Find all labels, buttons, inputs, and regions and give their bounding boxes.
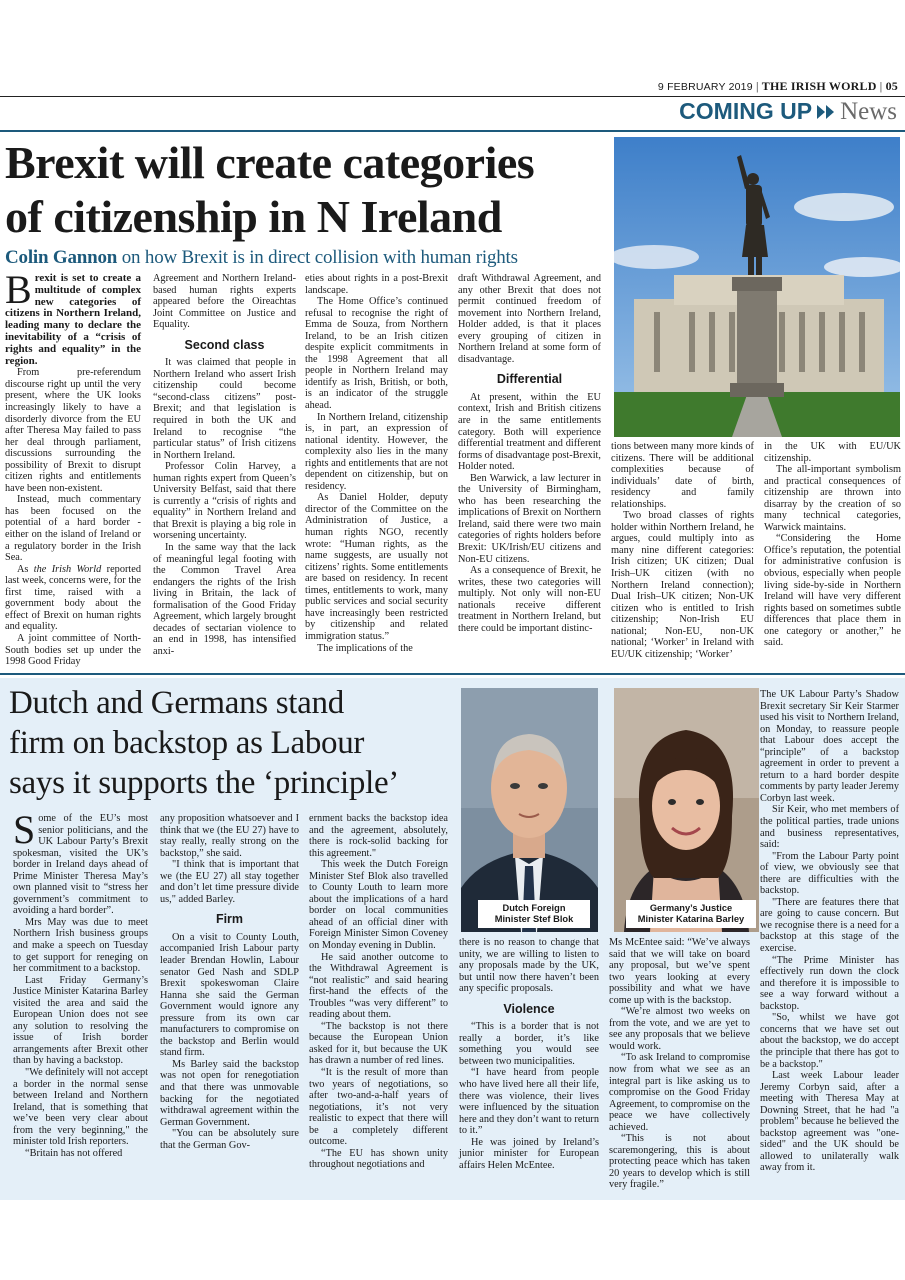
paragraph: “It is the result of more than two years of negotiations, so after two-and-a-half years of negotiations, it’s not very realistic to expect that there will be a completely different outcome. (309, 1067, 448, 1148)
paragraph: in the UK with EU/UK citizenship. (764, 441, 901, 464)
paragraph: draft Withdrawal Agreement, and any other Brexit that does not permit continued freedom of movement into Northern Ireland, Holder added, is that it places every grouping of citizen in Northern Ireland at some form of disadvantage. (458, 273, 601, 365)
article2-col-1 (13, 807, 148, 1159)
text: ome of the EU’s most senior politicians, and the UK Labour Party’s Brexit spokesman, visited the UK’s border in Ireland days ahead of Prime Minister Theresa May’s own planned visit to “stress her government’s commitment to avoiding a hard border”. (13, 813, 148, 917)
paragraph: Two broad classes of rights holder within Northern Ireland, he argues, could multiply into as many nine different categories: Irish citizen; UK citizen; Dual Irish–UK citizen (with no Northern Ireland connection); Dual Irish–UK citizen; Non-UK citizen who is entitled to Irish citizenship; Non-Irish EU national; Non-EU, non-UK national; ‘Worker’ in Ireland with EU/UK citizenship; ‘Worker’ (611, 510, 754, 660)
paragraph: Ms McEntee said: “We’ve always said that we will take on board any proposal, but we’ve spent two years looking at every possibility and what we have come up with is the backstop. (609, 937, 750, 1006)
paragraph (5, 564, 141, 633)
paragraph: The implications of the (317, 642, 413, 654)
paragraph: "I think that is important that we (the EU 27) all stay together and don’t let time pressure divide us," added Barley. (160, 859, 299, 905)
paragraph: any proposition whatsoever and I think that we (the EU 27) have to stay really, really strong on the backstop,” she said. (160, 813, 299, 859)
paragraph: “This is not about scaremongering, this is about protecting peace which has taken 20 years to develop which is still very fragile.” (609, 1133, 750, 1191)
paragraph: “This is a border that is not really a border, it’s like something you would see between two municipalities. (459, 1021, 599, 1067)
paragraph: "There are features there that are going to cause concern. But we recognise there is a need for a backstop at this stage of the exercise. (760, 896, 899, 955)
headline-line: firm on backstop as Labour (9, 725, 365, 761)
paragraph: A joint committee of North-South bodies set up under the 1998 Good Friday (5, 632, 141, 668)
paragraph: Sir Keir, who met members of the political parties, trade unions and business representatives, said: (760, 804, 899, 851)
article1-col-3 (305, 273, 448, 654)
subhead-second-class: Second class (184, 337, 265, 352)
section-coming-up: COMING UP (679, 98, 813, 124)
katarina-barley-photo (614, 688, 759, 932)
paragraph: tions between many more kinds of citizens. There will be additional complexities because of individuals’ date of birth, residency and family relationships. (611, 441, 754, 510)
section-label (679, 98, 897, 128)
paragraph: He said another outcome to the Withdrawal Agreement is “not realistic” and said hearing first-hand the effects of the Troubles “was very different” to reading about them. (309, 951, 448, 1021)
paragraph: Ben Warwick, a law lecturer in the University of Birmingham, who has been researching the implications of Brexit on Northern Ireland, said there were two main categories of rights holders before Brexit: UK/Irish/EU citizens and Non-EU citizens. (458, 472, 601, 565)
masthead (658, 79, 898, 94)
paragraph: "So, whilst we have got concerns that we have set out about the backstop, we do accept the principle that there has got to be a backstop." (760, 1012, 899, 1070)
paragraph: This week the Dutch Foreign Minister Stef Blok also travelled to County Louth to learn more about the implications of a hard border on local communities ahead of an official diner with Foreign Minister Simon Coveney on Monday evening in Dublin. (309, 859, 448, 952)
paragraph: "You can be absolutely sure that the German Gov- (160, 1128, 299, 1151)
paragraph: In Northern Ireland, citizenship is, in part, an expression of national identity. However, the complexity also lies in the many rights and entitlements that are not dependent on citizenship, but on residency. (305, 411, 448, 492)
paragraph: "We definitely will not accept a border in the normal sense between Ireland and Northern Ireland, that is something that we’ve been very clear about from the very beginning," the minister told Irish reporters. (13, 1067, 148, 1148)
caption-katarina-barley: Germany’s Justice Minister Katarina Barley (626, 900, 756, 928)
paragraph: “The EU has shown unity throughout negotiations and (309, 1147, 448, 1171)
drop-cap: S (13, 807, 36, 852)
article1-col-4 (458, 273, 601, 634)
subhead-differential: Differential (496, 372, 563, 387)
paragraph: It was claimed that people in Northern Ireland who assert Irish citizenship could become “second-class citizens” post-Brexit; and that legislation is required in both the UK and Ireland to recognise “the particular status” of Irish citizens in Northern Ireland. (153, 357, 296, 461)
text: As (17, 563, 34, 575)
drop-cap: B (5, 267, 32, 312)
headline-line: says it supports the ‘principle’ (9, 765, 399, 801)
paragraph: As Daniel Holder, deputy director of the Committee on the Administration of Justice, a human rights NGO, recently wrote: “Human rights, as the name suggests, are usually not citizens’ rights. Some entitlements are based on residency. In recent times, entitlements to work, many public services and social security have increasingly been restricted by citizenship and related immigration status.” (305, 492, 448, 642)
paragraph: Agreement and Northern Ireland-based human rights experts appeared before the Oireachtas Joint Committee on Justice and Equality. (153, 273, 296, 331)
subhead-firm: Firm (215, 912, 244, 927)
article-divider (0, 673, 905, 675)
paragraph: From pre-referendum discourse right up until the very present, where the UK looks increasingly likely to have a disorderly divorce from the EU after Theresa May failed to pass her deal through parliament, discussions surrounding the possibility of Brexit to disrupt citizen rights and entitlements have been non-existent. (5, 367, 141, 494)
paragraph: Mrs May was due to meet Northern Irish business groups and make a speech on Tuesday to get support for reneging on her commitment to a backstop. (13, 916, 148, 975)
section-news: News (840, 98, 897, 125)
lead-text: rexit is set to create a multitude of complex new categories of citizens in Northern Ireland, leading many to declare the inevitability of a “crisis of rights and equality” in the region. (5, 272, 141, 367)
paragraph (13, 807, 148, 917)
paragraph: “To ask Ireland to compromise now from what we see as an integral part is like asking us to compromise on the Good Friday Agreement, to compromise on the peace we have collectively achieved. (609, 1052, 750, 1133)
publication-italic: the Irish World (33, 563, 102, 575)
article2-col-2 (160, 813, 299, 1151)
paragraph: As a consequence of Brexit, he writes, these two categories will multiply. Not only will non-EU nationals receive different treatment in Northern Ireland, but there could be important distinc- (458, 565, 601, 634)
paragraph: there is no reason to change that unity, we are willing to listen to any proposals made by the UK, but until now there haven’t been any specific proposals. (459, 937, 599, 995)
paragraph: “I have heard from people who have lived here all their life, there was violence, their lives were influenced by the situation here and they don’t want to return to it.” (459, 1067, 599, 1137)
paragraph: The Home Office’s continued refusal to recognise the right of Emma de Souza, from Northern Ireland, to be an Irish citizen despite explicit commitments in the 1998 Agreement that all people in Northern Ireland may identify as Irish, British, or both, is an indicator of the struggle ahead. (305, 296, 448, 412)
paragraph: Professor Colin Harvey, a human rights expert from Queen’s University Belfast, said that there is currently a “crisis of rights and equality” in Northern Ireland and that Brexit is playing a big role in worsening uncertainty. (153, 461, 296, 542)
paragraph: At present, within the EU context, Irish and British citizens are in the same entitlements category. Both will experience differential treatment and different forms of disadvantage post-Brexit, Holder noted. (458, 391, 601, 473)
paragraph: “The Prime Minister has effectively run down the clock and therefore it is impossible to see a way forward without a backstop. (760, 954, 899, 1012)
paragraph: ernment backs the backstop idea and the agreement, absolutely, there is rock-solid backing for this agreement." (309, 813, 448, 859)
paragraph: “Considering the Home Office’s reputation, the potential for administrative confusion is obvious, especially when people living side-by-side in Northern Ireland will have very different rights based on sometimes subtle differences that place them in one category or another,” he said. (764, 533, 901, 649)
section-rule (0, 130, 905, 132)
paragraph: Last Friday Germany’s Justice Minister Katarina Barley visited the area and said the European Union does not see any solution to resolving the issue of Irish border arrangements after Brexit other than by having a backstop. (13, 974, 148, 1067)
paragraph: On a visit to County Louth, accompanied Irish Labour party leader Brendan Howlin, Labour senator Ged Nash and SDLP Brexit spokeswoman Claire Hanna she said the German Government would ignore any pressure from its own car manufacturers to compromise on the backstop and Berlin would stand firm. (160, 931, 299, 1059)
paragraph: Ms Barley said the backstop was not open for renegotiation and that there was unmovable backing for the negotiated withdrawal agreement within the German Government. (160, 1058, 299, 1128)
headline-line: of citizenship in N Ireland (5, 191, 502, 242)
paragraph: "From the Labour Party point of view, we obviously see that there are difficulties with the backstop. (760, 850, 899, 897)
article1-byline (5, 247, 605, 269)
paragraph: “The backstop is not there because the European Union asked for it, but because the UK has drawn a number of red lines. (309, 1020, 448, 1067)
paragraph: “We’re almost two weeks on from the vote, and we are yet to see any proposals that we believe would work. (609, 1006, 750, 1052)
headline-line: Brexit will create categories (5, 137, 535, 188)
article1-col-5 (611, 441, 754, 660)
lead-paragraph (5, 267, 141, 367)
caption-stef-blok: Dutch Foreign Minister Stef Blok (478, 900, 590, 928)
byline-summary: on how Brexit is in direct collision with human rights (117, 247, 518, 268)
article1-col-2 (153, 273, 296, 658)
byline-author: Colin Gannon (5, 247, 118, 268)
paragraph: In the same way that the lack of meaningful legal footing with the Common Travel Area endangers the rights of the Irish living in Britain, the lack of formalisation of the Good Friday Agreement, which largely brought decades of sectarian violence to an end in 1998, has intensified anxi- (153, 542, 296, 657)
article2-col-6 (760, 689, 899, 1174)
paragraph: “Britain has not offered (25, 1147, 123, 1159)
article2-col-3 (309, 813, 448, 1171)
article2-col-4 (459, 937, 599, 1171)
double-chevron-icon (816, 104, 836, 120)
stef-blok-photo (461, 688, 598, 932)
paragraph: eties about rights in a post-Brexit landscape. (305, 273, 448, 296)
stormont-statue-photo (614, 137, 900, 437)
masthead-sep: | (755, 79, 762, 93)
paragraph: Instead, much commentary has been focused on the potential of a hard border - either on the island of Ireland or a regulatory border in the Irish Sea. (5, 494, 141, 564)
paragraph: Last week Labour leader Jeremy Corbyn said, after a meeting with Theresa May at Downing Street, that he had "a problem" because he believed the backstop agreement was "one-sided" and the UK should be allowed to unilaterally walk away from it. (760, 1070, 899, 1174)
article2-headline (9, 683, 459, 803)
article2-col-5 (609, 937, 750, 1191)
text: reported last week, concerns were, for the first time, raised with a government body about the effect of Brexit on human rights and equality. (5, 563, 141, 633)
article1-headline (5, 136, 610, 244)
paragraph: The all-important symbolism and practical consequences of citizenship are thrown into disarray by the creation of so many technical categories, Warwick maintains. (764, 464, 901, 533)
page-number: 05 (885, 79, 898, 93)
article1-col-6 (764, 441, 901, 649)
masthead-sep: | (879, 79, 886, 93)
masthead-rule (0, 96, 905, 97)
headline-line: Dutch and Germans stand (9, 685, 344, 721)
paragraph: The UK Labour Party’s Shadow Brexit secretary Sir Keir Starmer used his visit to Northern Ireland, on Monday, to reassure people that Labour does accept the “principle” of a backstop agreement in order to prevent a return to a hard border despite comments by party leader Jeremy Corbyn last week. (760, 689, 899, 804)
paragraph: He was joined by Ireland’s junior minister for European affairs Helen McEntee. (459, 1136, 599, 1171)
publication-name: THE IRISH WORLD (761, 79, 877, 93)
article1-col-1 (5, 267, 141, 668)
subhead-violence: Violence (503, 1001, 555, 1016)
issue-date: 9 FEBRUARY 2019 (657, 81, 753, 93)
